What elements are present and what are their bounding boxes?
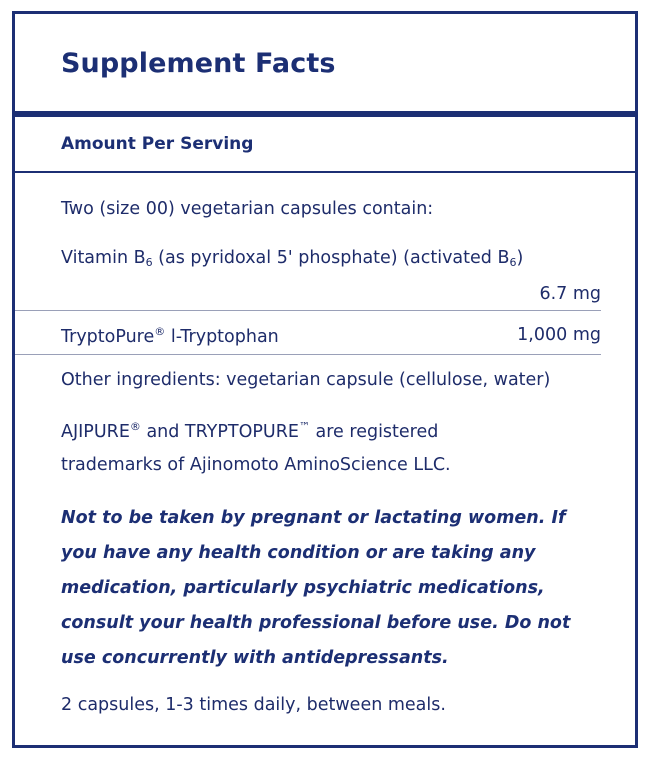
other-ingredients-text: Other ingredients: vegetarian capsule (cellulose, water) xyxy=(61,370,551,390)
ingredient-name-tryptophan: TryptoPure® l-Tryptophan xyxy=(61,325,279,347)
warning-line: use concurrently with antidepressants. xyxy=(61,648,449,668)
warning-text xyxy=(61,501,601,676)
ingredient-amount-tryptophan: 1,000 mg xyxy=(517,325,601,345)
row-divider xyxy=(15,354,601,355)
serving-size-text: Two (size 00) vegetarian capsules contain: xyxy=(61,199,434,219)
trademark-line-2: trademarks of Ajinomoto AminoScience LLC. xyxy=(61,455,451,475)
supplement-facts-panel xyxy=(12,11,638,748)
warning-line: you have any health condition or are taking any xyxy=(61,543,536,563)
warning-line: medication, particularly psychiatric medications, xyxy=(61,578,545,598)
warning-line: consult your health professional before use. Do not xyxy=(61,613,571,633)
panel-title: Supplement Facts xyxy=(61,48,336,79)
trademark-line-1: AJIPURE® and TRYPTOPURE™ are registered xyxy=(61,420,439,442)
warning-line: Not to be taken by pregnant or lactating women. If xyxy=(61,508,566,528)
ingredient-name-vitamin-b6: Vitamin $B_6$ (as pyridoxal 5' phosphate) (activated $B_6$) xyxy=(61,248,524,269)
ingredient-amount-vitamin-b6: 6.7 mg xyxy=(539,284,601,304)
thick-divider xyxy=(15,111,635,117)
amount-per-serving-heading: Amount Per Serving xyxy=(61,134,254,154)
row-divider xyxy=(15,310,601,311)
directions-text: 2 capsules, 1-3 times daily, between meals. xyxy=(61,695,446,715)
medium-divider xyxy=(15,171,635,173)
